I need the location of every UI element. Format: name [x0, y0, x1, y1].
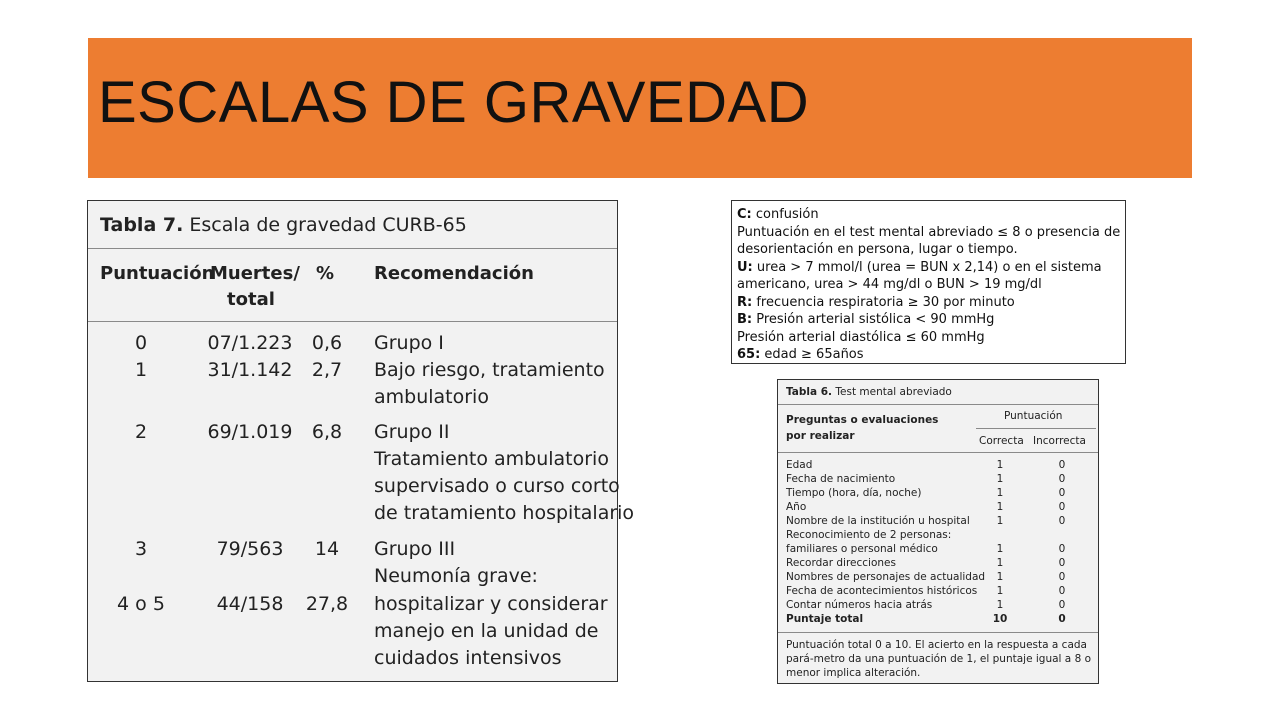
- legend-u-detail: americano, urea > 44 mg/dl o BUN > 19 mg/dl: [737, 277, 1042, 292]
- row3-rec-line1: Grupo III: [374, 538, 456, 560]
- table-row: [778, 542, 1098, 556]
- legend-65-key: 65:: [737, 347, 761, 362]
- row-correcta: 1: [996, 543, 1004, 555]
- legend-c: [737, 206, 1125, 224]
- row0-punt: 0: [134, 332, 148, 354]
- row-correcta: 1: [996, 599, 1004, 611]
- row-incorrecta: 0: [1058, 599, 1066, 611]
- row-incorrecta: 0: [1058, 487, 1066, 499]
- curb65-caption-text: Escala de gravedad CURB-65: [183, 214, 467, 236]
- row-correcta: 1: [996, 487, 1004, 499]
- mental-test-table: [777, 379, 1099, 684]
- legend-r: [737, 294, 1125, 312]
- curb65-legend: [731, 200, 1126, 364]
- header-correcta: Correcta: [979, 435, 1024, 447]
- row-incorrecta: 0: [1058, 473, 1066, 485]
- header-puntuacion: Puntuación: [100, 263, 215, 284]
- row0-pct: 0,6: [311, 332, 343, 354]
- legend-65-text: edad ≥ 65años: [760, 347, 864, 362]
- row-incorrecta: 0: [1058, 613, 1066, 625]
- row1-rec-line2: ambulatorio: [374, 386, 489, 408]
- row-incorrecta: 0: [1058, 543, 1066, 555]
- row2-rec-line1: Grupo II: [374, 421, 450, 443]
- legend-65: [737, 346, 1125, 364]
- row2-rec-line3: supervisado o curso corto: [374, 475, 620, 497]
- row-question: Puntaje total: [786, 613, 864, 625]
- mental-test-caption: [786, 386, 952, 398]
- mental-test-caption-text: Test mental abreviado: [832, 386, 952, 398]
- legend-b-text: Presión arterial sistólica < 90 mmHg: [752, 312, 995, 327]
- row4-rec-line3: cuidados intensivos: [374, 647, 562, 669]
- header-pct: %: [316, 263, 335, 284]
- mental-test-caption-label: Tabla 6.: [786, 386, 833, 398]
- row3-rec-line2: Neumonía grave:: [374, 565, 538, 587]
- divider: [778, 452, 1098, 453]
- table-row: [778, 556, 1098, 570]
- header-muertes: [210, 261, 300, 313]
- divider: [976, 428, 1096, 429]
- row0-rec: Grupo I: [374, 332, 444, 354]
- row3-pct: 14: [314, 538, 340, 560]
- row-correcta: 1: [996, 585, 1004, 597]
- row-correcta: 10: [992, 613, 1008, 625]
- row-incorrecta: 0: [1058, 459, 1066, 471]
- legend-c-detail-2: desorientación en persona, lugar o tiempo.: [737, 242, 1018, 257]
- table-row: [778, 514, 1098, 528]
- legend-b: [737, 311, 1125, 329]
- table-row: [778, 584, 1098, 598]
- curb65-caption: [88, 201, 617, 249]
- row4-muertes: 44/158: [216, 593, 284, 615]
- header-muertes-line1: Muertes/: [210, 263, 300, 284]
- row-question: Fecha de acontecimientos históricos: [786, 585, 978, 597]
- legend-c-key: C:: [737, 207, 752, 222]
- row-question: Nombres de personajes de actualidad: [786, 571, 986, 583]
- table-row: [778, 486, 1098, 500]
- row-correcta: 1: [996, 515, 1004, 527]
- row2-rec-line2: Tratamiento ambulatorio: [374, 448, 609, 470]
- row1-pct: 2,7: [311, 359, 343, 381]
- mental-test-footnote: Puntuación total 0 a 10. El acierto en la respuesta a cada pará-metro da una puntuación de 1, el puntaje igual a 8 o menor implica alteración.: [786, 639, 1092, 679]
- row-question: Nombre de la institución u hospital: [786, 515, 970, 527]
- row-correcta: 1: [996, 501, 1004, 513]
- legend-c-text: confusión: [751, 207, 819, 222]
- row-incorrecta: 0: [1058, 515, 1066, 527]
- table-row: [778, 598, 1098, 612]
- row-correcta: 1: [996, 459, 1004, 471]
- header-preguntas-line1: Preguntas o evaluaciones: [786, 414, 939, 426]
- row-incorrecta: 0: [1058, 585, 1066, 597]
- row-question: Edad: [786, 459, 813, 471]
- row3-punt: 3: [134, 538, 148, 560]
- curb65-caption-label: Tabla 7.: [100, 214, 184, 236]
- row-incorrecta: 0: [1058, 501, 1066, 513]
- row4-rec-line2: manejo en la unidad de: [374, 620, 599, 642]
- table-row: [778, 528, 1098, 542]
- row0-muertes: 07/1.223: [207, 332, 293, 354]
- row-question: Reconocimiento de 2 personas:: [786, 529, 952, 541]
- row-question: Tiempo (hora, día, noche): [786, 487, 922, 499]
- legend-r-key: R:: [737, 294, 753, 310]
- legend-u: [737, 259, 1125, 277]
- row-correcta: 1: [996, 473, 1004, 485]
- table-row: [778, 570, 1098, 584]
- row3-muertes: 79/563: [216, 538, 284, 560]
- table-row: [778, 458, 1098, 472]
- legend-u-text: urea > 7 mmol/l (urea = BUN x 2,14) o en el sistema: [752, 259, 1102, 275]
- row-incorrecta: 0: [1058, 557, 1066, 569]
- divider: [778, 404, 1098, 405]
- row4-punt: 4 o 5: [117, 593, 165, 615]
- legend-u-key: U:: [737, 259, 753, 275]
- table-row: [778, 500, 1098, 514]
- divider: [778, 632, 1098, 633]
- row-correcta: 1: [996, 571, 1004, 583]
- row1-rec-line1: Bajo riesgo, tratamiento: [374, 359, 605, 381]
- slide-title: ESCALAS DE GRAVEDAD: [98, 70, 810, 135]
- row-question: Año: [786, 501, 807, 513]
- header-recomendacion: Recomendación: [374, 263, 534, 284]
- row2-rec-line4: de tratamiento hospitalario: [374, 502, 635, 524]
- table-row-total: [778, 612, 1098, 626]
- legend-c-detail-1: Puntuación en el test mental abreviado ≤ 8 o presencia de: [737, 224, 1121, 240]
- row-question: Contar números hacia atrás: [786, 599, 933, 611]
- row2-pct: 6,8: [311, 421, 343, 443]
- legend-b-key: B:: [737, 312, 753, 327]
- curb65-table: [87, 200, 635, 682]
- row2-muertes: 69/1.019: [207, 421, 293, 443]
- row-question: Recordar direcciones: [786, 557, 896, 569]
- row-question: familiares o personal médico: [786, 543, 938, 555]
- legend-b-detail: Presión arterial diastólica ≤ 60 mmHg: [737, 329, 985, 345]
- row4-pct: 27,8: [305, 593, 349, 615]
- row4-rec-line1: hospitalizar y considerar: [374, 593, 608, 615]
- header-preguntas-line2: por realizar: [786, 430, 855, 442]
- row-question: Fecha de nacimiento: [786, 473, 896, 485]
- table-row: [778, 472, 1098, 486]
- header-incorrecta: Incorrecta: [1033, 435, 1086, 447]
- curb65-header-row: [88, 249, 617, 322]
- row1-muertes: 31/1.142: [207, 359, 293, 381]
- row1-punt: 1: [134, 359, 148, 381]
- row-incorrecta: 0: [1058, 571, 1066, 583]
- row-correcta: 1: [996, 557, 1004, 569]
- title-banner: [88, 38, 1192, 178]
- legend-r-text: frecuencia respiratoria ≥ 30 por minuto: [752, 294, 1015, 310]
- row2-punt: 2: [134, 421, 148, 443]
- header-muertes-line2: total: [227, 289, 275, 310]
- header-puntuacion: Puntuación: [1004, 410, 1063, 422]
